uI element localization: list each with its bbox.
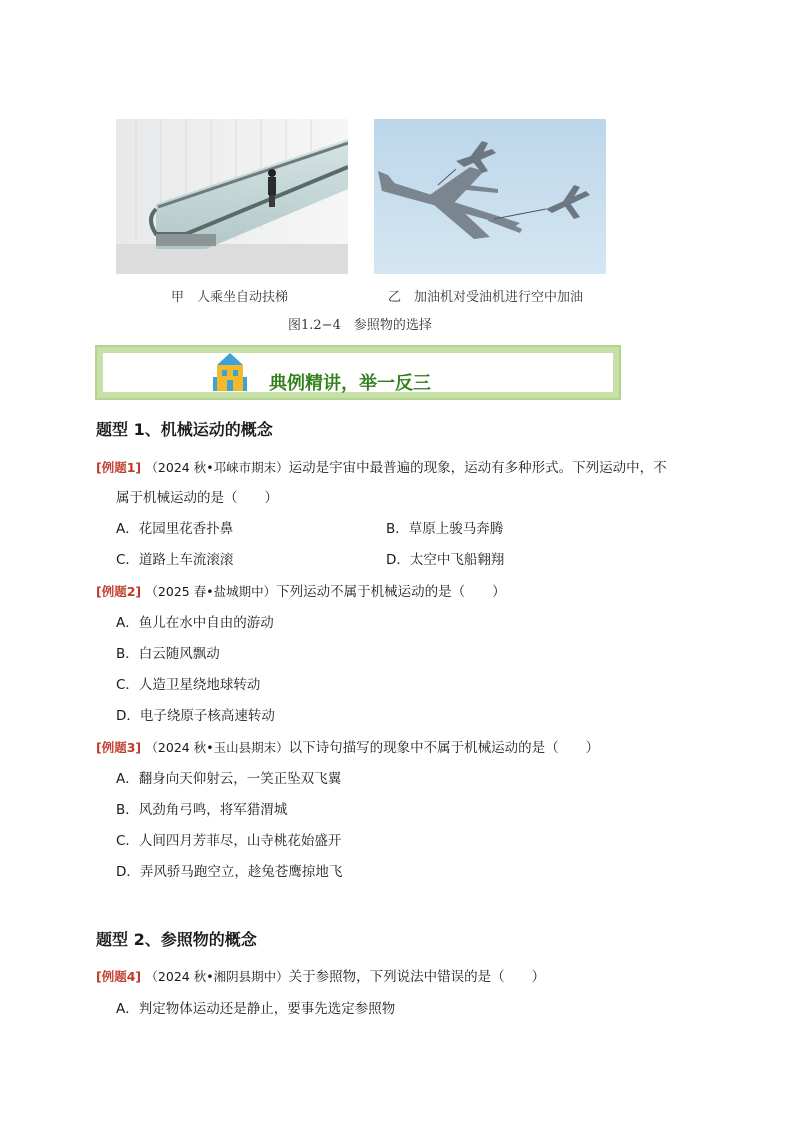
question-2: [96, 580, 506, 600]
option-c: C．道路上车流滚滚: [116, 552, 234, 568]
option-d: D．电子绕原子核高速转动: [116, 708, 275, 724]
question-4: [96, 965, 545, 985]
question-source: （2025 春•盐城期中）: [145, 584, 277, 599]
question-stem: 下列运动不属于机械运动的是（ ）: [276, 584, 506, 600]
option-a: A．翻身向天仰射云，一笑正坠双飞翼: [116, 771, 342, 787]
figure-left-caption: 甲 人乘坐自动扶梯: [171, 290, 289, 305]
section-banner: [95, 345, 621, 400]
question-tag: [例题2]: [96, 584, 142, 599]
banner-title: 典例精讲，举一反三: [269, 373, 431, 394]
question-tag: [例题4]: [96, 969, 142, 984]
option-a: A．鱼儿在水中自由的游动: [116, 615, 274, 631]
aerial-refueling-photo: [374, 119, 606, 274]
question-source: （2024 秋•湘阴县期中）: [145, 969, 289, 984]
school-icon: [213, 353, 247, 397]
question-3: [96, 736, 599, 756]
option-b: B．白云随风飘动: [116, 646, 220, 662]
question-stem: 运动是宇宙中最普遍的现象，运动有多种形式。下列运动中，不: [288, 460, 667, 476]
option-a: A．花园里花香扑鼻: [116, 521, 234, 537]
section-title: 题型 2、参照物的概念: [96, 930, 257, 949]
option-b: B．草原上骏马奔腾: [386, 521, 504, 537]
question-1: [96, 456, 667, 476]
section-title: 题型 1、机械运动的概念: [96, 420, 273, 439]
question-stem: 关于参照物，下列说法中错误的是（ ）: [288, 969, 546, 985]
question-stem: 以下诗句描写的现象中不属于机械运动的是（ ）: [288, 740, 600, 756]
figure-caption: 图1.2−4 参照物的选择: [288, 318, 432, 333]
option-a: A．判定物体运动还是静止，要事先选定参照物: [116, 1001, 396, 1017]
option-d: D．太空中飞船翱翔: [386, 552, 505, 568]
question-tag: [例题3]: [96, 740, 142, 755]
option-d: D．弄风骄马跑空立，趁兔苍鹰掠地飞: [116, 864, 343, 880]
option-c: C．人造卫星绕地球转动: [116, 677, 261, 693]
question-stem-cont: 属于机械运动的是（ ）: [116, 490, 278, 506]
option-c: C．人间四月芳菲尽，山寺桃花始盛开: [116, 833, 342, 849]
question-tag: [例题1]: [96, 460, 142, 475]
escalator-photo: [116, 119, 348, 274]
option-b: B．风劲角弓鸣，将军猎渭城: [116, 802, 288, 818]
question-source: （2024 秋•玉山县期末）: [145, 740, 289, 755]
figure-right-caption: 乙 加油机对受油机进行空中加油: [388, 290, 584, 305]
question-source: （2024 秋•邛崃市期末）: [145, 460, 289, 475]
